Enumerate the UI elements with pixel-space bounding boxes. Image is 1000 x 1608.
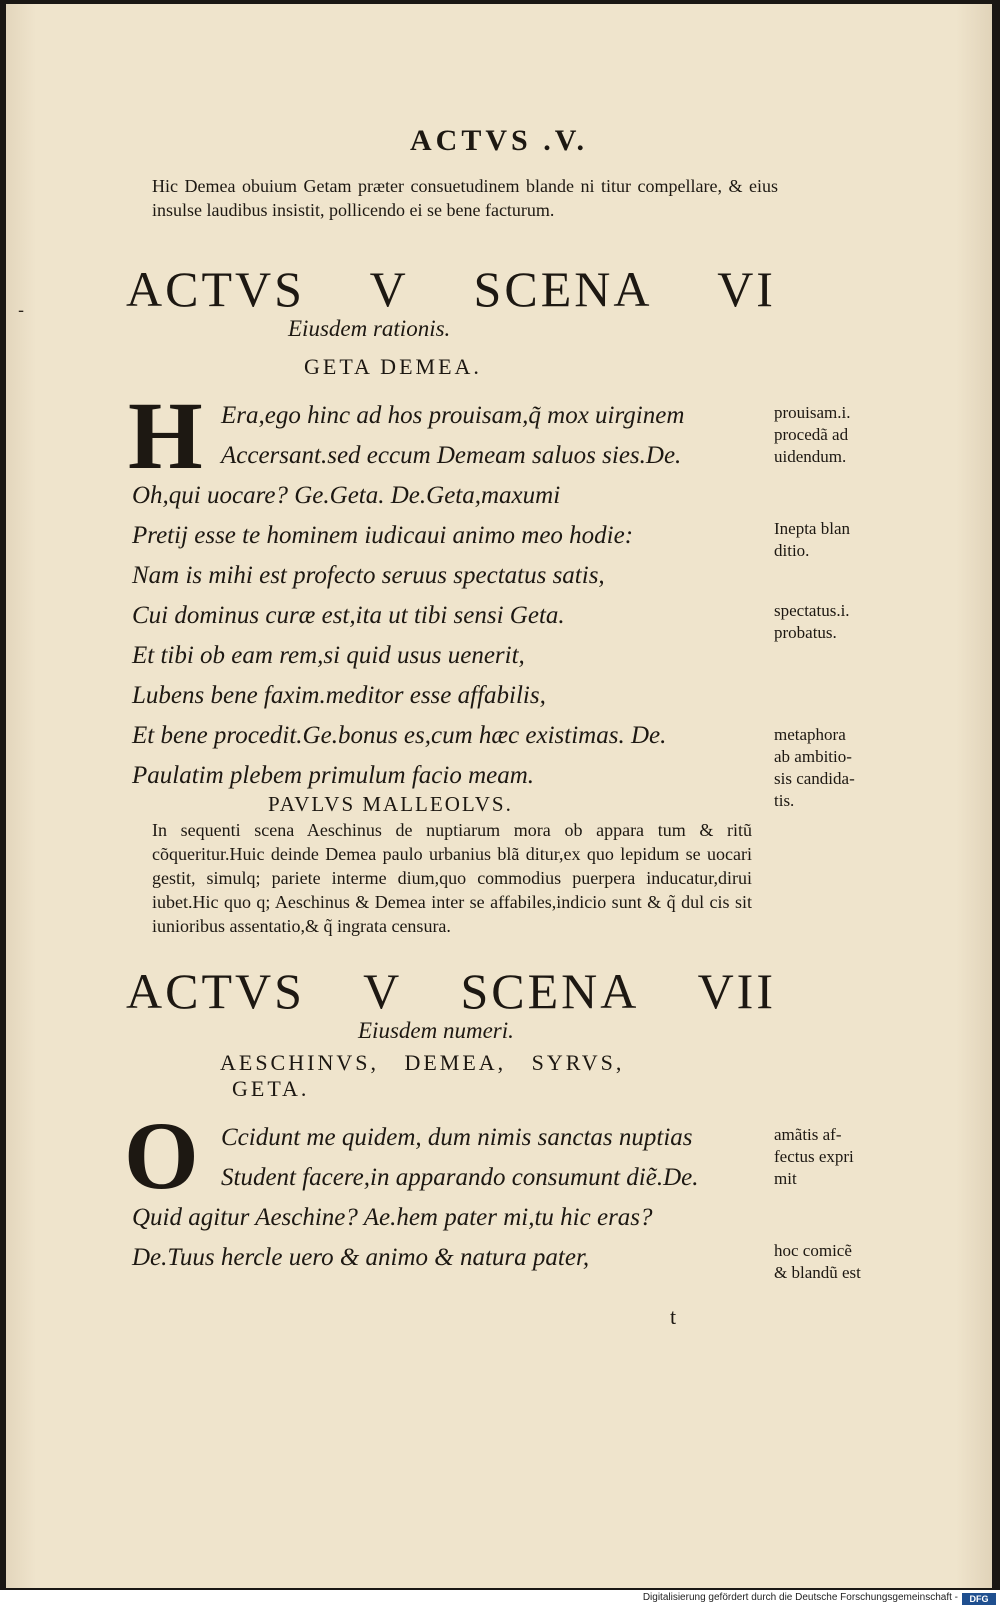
margin-note-line: & blandũ est — [774, 1263, 861, 1282]
margin-note-line: hoc comicẽ — [774, 1241, 852, 1260]
verse-line: Era,ego hinc ad hos prouisam,q̃ mox uirginem — [221, 402, 685, 429]
verse-line: Ccidunt me quidem, dum nimis sanctas nuptias — [221, 1124, 693, 1151]
drop-cap-o: O — [124, 1102, 199, 1209]
running-head: ACTVS .V. — [410, 124, 588, 157]
funding-credit: Digitalisierung gefördert durch die Deutsche Forschungsgemeinschaft - — [642, 1592, 958, 1603]
verse-line: De.Tuus hercle uero & animo & natura pater, — [132, 1244, 590, 1271]
verse-line: Pretij esse te hominem iudicaui animo meo hodie: — [132, 522, 634, 549]
verse-line: Nam is mihi est profecto seruus spectatus satis, — [132, 562, 605, 589]
digitization-footer — [0, 1590, 1000, 1608]
scene-6-title — [126, 262, 776, 316]
catchword: t — [670, 1304, 677, 1329]
title-word: ACTVS — [126, 963, 305, 1019]
title-word: VII — [697, 963, 776, 1019]
title-word: SCENA — [460, 963, 640, 1019]
scene-7-speakers: AESCHINVS, DEMEA, SYRVS, — [220, 1050, 625, 1075]
margin-note-line: amãtis af- — [774, 1125, 842, 1144]
margin-note-line: spectatus.i. — [774, 601, 850, 620]
verse-line: Student facere,in apparando consumunt diẽ.De. — [221, 1164, 699, 1191]
margin-note-line: sis candida- — [774, 769, 855, 788]
margin-note-line: metaphora — [774, 725, 846, 744]
scene-7-meter: Eiusdem numeri. — [358, 1018, 514, 1043]
margin-note-line: mit — [774, 1169, 797, 1188]
dfg-logo: DFG — [962, 1593, 996, 1605]
scene-6-meter: Eiusdem rationis. — [288, 316, 451, 341]
argument-scene-6: Hic Demea obuium Getam præter consuetudinem blande ni titur compellare, & eius insulse laudibus insistit, pollicendo ei se bene facturum. — [152, 176, 778, 220]
margin-note-line: ditio. — [774, 541, 810, 560]
title-word: VI — [717, 261, 776, 317]
margin-note — [774, 402, 904, 468]
verse-line: Accersant.sed eccum Demeam saluos sies.De. — [221, 442, 682, 469]
margin-note — [774, 518, 904, 562]
margin-note — [774, 724, 904, 812]
verse-line: Lubens bene faxim.meditor esse affabilis, — [132, 682, 546, 709]
margin-note-line: fectus expri — [774, 1147, 854, 1166]
title-word: ACTVS — [126, 261, 305, 317]
margin-note-line: tis. — [774, 791, 795, 810]
margin-note — [774, 600, 904, 644]
drop-cap-h: H — [128, 382, 203, 489]
margin-note — [774, 1124, 904, 1190]
verse-line: Paulatim plebem primulum facio meam. — [132, 762, 535, 789]
verse-line: Cui dominus curæ est,ita ut tibi sensi Geta. — [132, 602, 565, 629]
margin-note-line: prouisam.i. — [774, 403, 851, 422]
title-word: V — [369, 261, 409, 317]
margin-note — [774, 1240, 904, 1284]
margin-note-line: uidendum. — [774, 447, 847, 466]
margin-note-line: ab ambitio- — [774, 747, 852, 766]
commentator-name: PAVLVS MALLEOLVS. — [268, 792, 513, 816]
margin-note-line: Inepta blan — [774, 519, 850, 538]
scene-7-speakers-cont: GETA. — [232, 1076, 310, 1101]
title-word: SCENA — [473, 261, 653, 317]
verse-line: Oh,qui uocare? Ge.Geta. De.Geta,maxumi — [132, 482, 561, 509]
gutter-mark: - — [18, 300, 25, 321]
argument-scene-7: In sequenti scena Aeschinus de nuptiarum mora ob appara tum & ritũ cõqueritur.Huic deinde Demea paulo urbanius blã ditur,ex quo lepidum se uocari gestit, simulq; pariete interme dium,quo commodius puerpera inducatur,dirui iubet.Hic quo q; Aeschinus & Demea inter se affabiles,indicio sunt & q̃ dul cis sit iunioribus assentatio,& q̃ ingrata censura. — [152, 820, 752, 936]
title-word: V — [363, 963, 403, 1019]
verse-line: Et bene procedit.Ge.bonus es,cum hæc existimas. De. — [132, 722, 667, 749]
margin-note-line: procedã ad — [774, 425, 849, 444]
verse-line: Et tibi ob eam rem,si quid usus uenerit, — [132, 642, 525, 669]
scene-7-title — [126, 964, 776, 1018]
scene-6-speakers: GETA DEMEA. — [304, 354, 482, 379]
book-page — [6, 4, 992, 1588]
margin-note-line: probatus. — [774, 623, 837, 642]
verse-line: Quid agitur Aeschine? Ae.hem pater mi,tu hic eras? — [132, 1204, 653, 1231]
